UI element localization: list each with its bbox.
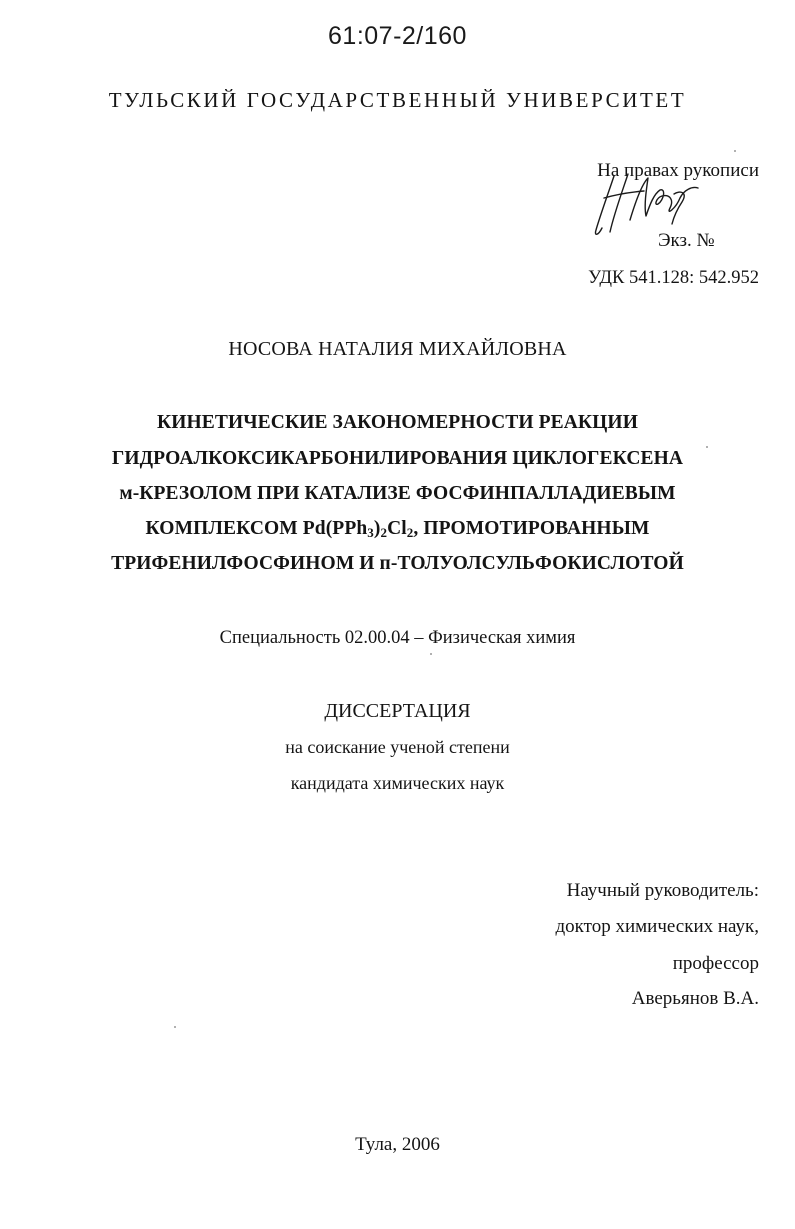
scan-speck <box>430 653 432 655</box>
degree-line-1: на соискание ученой степени <box>285 737 510 757</box>
author-name: НОСОВА НАТАЛИЯ МИХАЙЛОВНА <box>228 338 567 360</box>
supervisor-name: Аверьянов В.А. <box>631 988 759 1009</box>
copy-number-label: Экз. № <box>658 230 715 251</box>
catalog-number: 61:07-2/160 <box>328 22 467 50</box>
title-line-4-part-a: КОМПЛЕКСОМ Pd(PPh <box>145 518 368 539</box>
supervisor-role: Научный руководитель: <box>566 880 759 901</box>
university-name: ТУЛЬСКИЙ ГОСУДАРСТВЕННЫЙ УНИВЕРСИТЕТ <box>108 88 687 112</box>
supervisor-position: профессор <box>672 953 759 974</box>
degree-line-2: кандидата химических наук <box>290 773 505 793</box>
supervisor-title: доктор химических наук, <box>555 916 759 937</box>
scan-speck <box>706 446 708 448</box>
subscript-3: 3 <box>367 525 374 540</box>
title-line-4 <box>0 518 795 541</box>
udk-code: УДК 541.128: 542.952 <box>588 268 759 288</box>
document-type: ДИССЕРТАЦИЯ <box>324 700 471 722</box>
title-line-1: КИНЕТИЧЕСКИЕ ЗАКОНОМЕРНОСТИ РЕАКЦИИ <box>157 412 638 433</box>
specialty: Специальность 02.00.04 – Физическая химия <box>219 628 576 648</box>
title-line-4-part-d: , ПРОМОТИРОВАННЫМ <box>413 518 650 539</box>
place-and-year: Тула, 2006 <box>355 1134 440 1155</box>
title-line-4-part-b: ) <box>373 518 381 539</box>
manuscript-rights-note: На правах рукописи <box>597 160 759 181</box>
title-line-5: ТРИФЕНИЛФОСФИНОМ И п-ТОЛУОЛСУЛЬФОКИСЛОТОЙ <box>111 553 684 574</box>
subscript-2: 2 <box>380 525 388 540</box>
scan-speck <box>174 1026 176 1028</box>
title-line-2: ГИДРОАЛКОКСИКАРБОНИЛИРОВАНИЯ ЦИКЛОГЕКСЕНА <box>111 448 684 469</box>
scan-speck <box>734 150 736 152</box>
title-line-3: м-КРЕЗОЛОМ ПРИ КАТАЛИЗЕ ФОСФИНПАЛЛАДИЕВЫМ <box>119 483 676 504</box>
title-line-4-part-c: Cl <box>387 518 407 539</box>
subscript-2b: 2 <box>406 525 414 540</box>
